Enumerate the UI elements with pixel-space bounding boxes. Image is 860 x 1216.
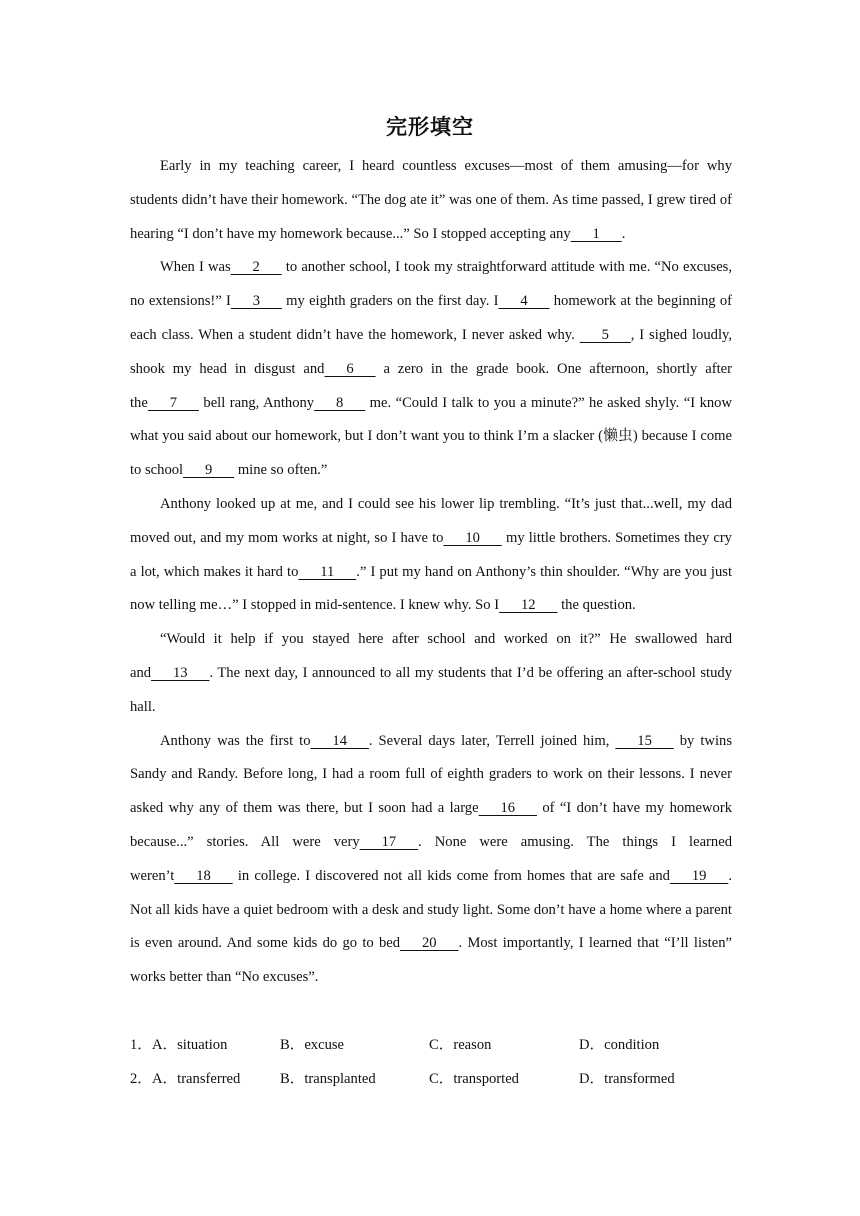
passage-text: . None were amusing. The things I learned weren’t: [130, 833, 732, 884]
blank-number: 16: [478, 800, 537, 817]
passage-paragraph: [130, 623, 732, 724]
blank-number: 2: [230, 259, 282, 276]
passage-text: . Not all kids have a quiet bedroom with a desk and study light. Some don’t have a home where a parent is even around. And some kids do go to bed: [130, 867, 732, 952]
passage-paragraph: [130, 488, 732, 623]
question-number: 2．: [130, 1070, 152, 1087]
passage-text: .” I put my hand on Anthony’s thin shoulder. “Why are you just now telling me…” I stopped in mid-sentence. I knew why. So I: [130, 563, 732, 614]
passage-text: bell rang, Anthony: [198, 394, 315, 411]
passage-text: . The next day, I announced to all my students that I’d be offering an after-school study hall.: [130, 664, 732, 715]
blank-number: 12: [499, 597, 558, 614]
blank-number: 11: [298, 563, 357, 580]
blank-number: 9: [183, 462, 235, 479]
passage-text: When I was: [160, 259, 231, 276]
passage-paragraph: [130, 150, 732, 251]
passage-text: Anthony was the first to: [160, 732, 311, 749]
passage-text: .: [621, 225, 626, 242]
cloze-passage: [130, 150, 732, 995]
blank-number: 5: [579, 326, 631, 343]
passage-text: a zero in the grade book. One afternoon, shortly after the: [130, 360, 732, 411]
passage-paragraph: [130, 725, 732, 995]
blank-number: 4: [498, 293, 550, 310]
passage-text: . Most importantly, I learned that “I’ll listen” works better than “No excuses”.: [130, 935, 732, 986]
option-a[interactable]: A．transferred: [152, 1070, 241, 1087]
blank-number: 20: [400, 935, 459, 952]
passage-text: of “I don’t have my homework because...” stories. All were very: [130, 800, 733, 850]
passage-text: Anthony looked up at me, and I could see his lower lip trembling. “It’s just that...well, my dad moved out, and my mom works at night, so I have to: [130, 495, 732, 546]
question-option-row: [130, 1029, 732, 1063]
blank-number: 13: [151, 664, 210, 681]
question-number: 1．: [130, 1037, 152, 1053]
blank-number: 18: [174, 867, 233, 884]
passage-text: mine so often.”: [234, 462, 328, 479]
blank-number: 7: [147, 394, 199, 411]
passage-text: . Several days later, Terrell joined him,: [368, 732, 616, 749]
question-option-row: [130, 1063, 732, 1097]
blank-number: 19: [669, 867, 729, 884]
page-title: 完形填空: [386, 115, 474, 139]
passage-text: , I sighed loudly, shook my head in disgust and: [130, 326, 732, 377]
passage-text: homework at the beginning of each class. When a student didn’t have the homework, I never asked why.: [130, 293, 732, 343]
option-d[interactable]: D．transformed: [579, 1070, 675, 1087]
passage-text: me. “Could I talk to you a minute?” he asked shyly. “I know what you said about our homework, but I don’t want you to think I’m a slacker (懒虫) because I come to school: [130, 394, 733, 479]
blank-number: 8: [314, 394, 366, 411]
blank-number: 10: [443, 529, 502, 546]
blank-number: 1: [570, 225, 622, 242]
passage-text: to another school, I took my straightforward attitude with me. “No excuses, no extensions!” I: [130, 259, 732, 310]
option-a[interactable]: A．situation: [152, 1037, 228, 1053]
option-c[interactable]: C．transported: [429, 1070, 519, 1087]
passage-text: my little brothers. Sometimes they cry a lot, which makes it hard to: [130, 529, 732, 580]
blank-number: 14: [310, 732, 369, 749]
passage-text: in college. I discovered not all kids come from homes that are safe and: [232, 867, 670, 884]
option-b[interactable]: B．transplanted: [280, 1070, 376, 1087]
option-d[interactable]: D．condition: [579, 1037, 660, 1053]
passage-text: the question.: [557, 597, 636, 614]
blank-number: 6: [324, 360, 376, 377]
passage-text: by twins Sandy and Randy. Before long, I had a room full of eighth graders to work on their lessons. I never asked why any of them was there, but I soon had a large: [130, 732, 732, 817]
blank-number: 3: [230, 293, 282, 310]
blank-number: 15: [615, 732, 674, 749]
blank-number: 17: [359, 833, 419, 850]
passage-text: my eighth graders on the first day. I: [281, 293, 499, 310]
passage-text: Early in my teaching career, I heard countless excuses—most of them amusing—for why students didn’t have their homework. “The dog ate it” was one of them. As time passed, I grew tired of hearing “I don’t have my homework because...” So I stopped accepting any: [130, 158, 732, 242]
passage-paragraph: [130, 251, 732, 488]
answer-options: [130, 1029, 732, 1097]
option-c[interactable]: C．reason: [429, 1037, 492, 1053]
passage-text: “Would it help if you stayed here after school and worked on it?” He swallowed hard and: [130, 631, 732, 681]
option-b[interactable]: B．excuse: [280, 1037, 345, 1053]
